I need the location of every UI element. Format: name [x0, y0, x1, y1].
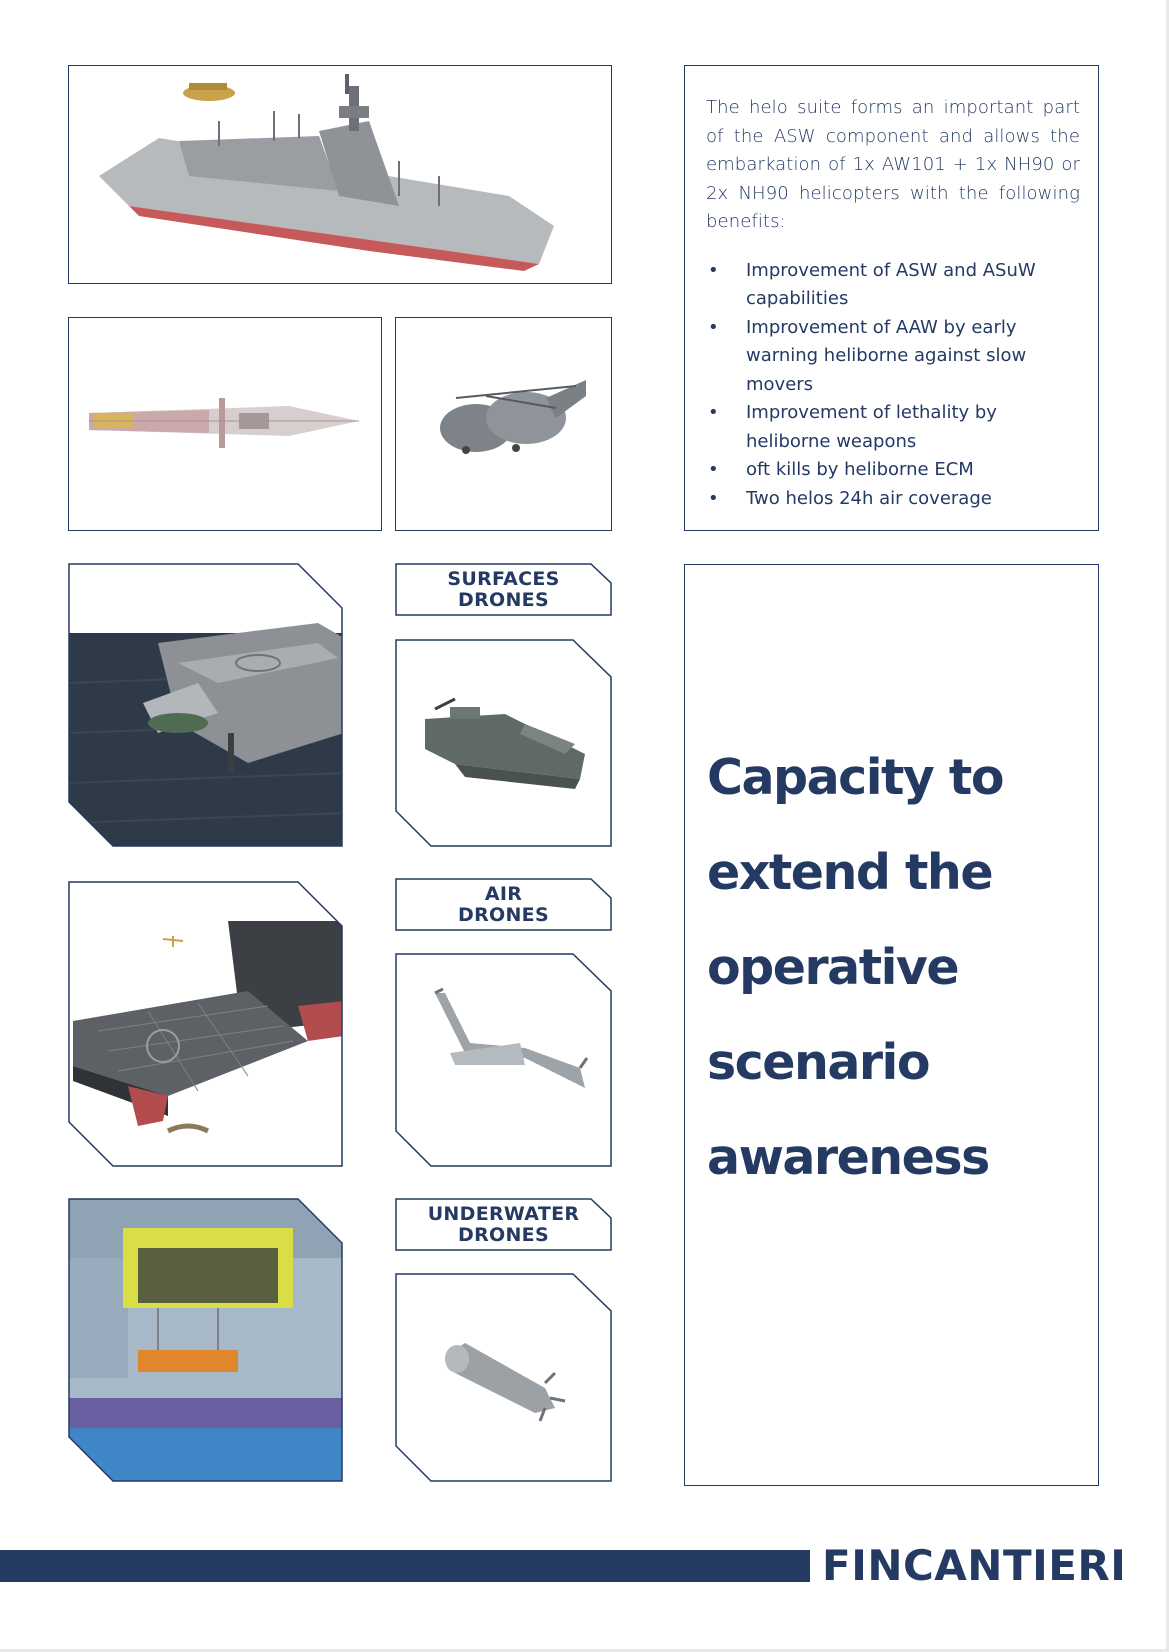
headline: Capacity to extend the operative scenario awareness	[707, 749, 1004, 1186]
underwater-drone-deploy-image	[68, 1198, 344, 1482]
air-drones-label: AIR DRONES	[395, 878, 612, 931]
bullet-icon: •	[708, 487, 719, 509]
frigate-side-view-image	[68, 65, 612, 284]
fincantieri-logo: FINCANTIERI	[822, 1541, 1127, 1590]
bullet-icon: •	[708, 316, 719, 338]
bullet-icon: •	[708, 259, 719, 281]
footer-bar	[0, 1550, 810, 1582]
benefit-item: • Improvement of ASW and ASuW capabilities	[706, 257, 1080, 314]
benefit-item: • oft kills by heliborne ECM	[706, 456, 1080, 485]
bullet-icon: •	[708, 459, 719, 480]
benefit-item: • Improvement of lethality by heliborne weapons	[706, 399, 1080, 456]
bullet-icon: •	[708, 402, 719, 423]
benefit-item: • Improvement of AAW by early warning heliborne against slow movers	[706, 314, 1080, 400]
benefits-list	[706, 257, 1080, 514]
frigate-top-view-image	[68, 317, 382, 531]
surface-drone-image	[395, 639, 612, 847]
drone-on-deck	[183, 83, 235, 101]
underwater-drone-image	[395, 1273, 612, 1482]
benefit-item: • Two helos 24h air coverage	[706, 485, 1080, 514]
flight-deck-image	[68, 881, 344, 1167]
headline-panel	[684, 564, 1099, 1486]
surface-drones-label: SURFACES DRONES	[395, 563, 612, 616]
air-drone-image	[395, 953, 612, 1167]
helo-suite-panel	[684, 65, 1099, 531]
helicopters-image	[395, 317, 612, 531]
helo-suite-intro: The helo suite forms an important part of the ASW component and allows the embarkation of 1x AW101 + 1x NH90 or 2x NH90 helicopters with the following benefits:	[706, 97, 1080, 232]
surface-drone-launch-image	[68, 563, 344, 847]
underwater-drones-label: UNDERWATER DRONES	[395, 1198, 612, 1251]
